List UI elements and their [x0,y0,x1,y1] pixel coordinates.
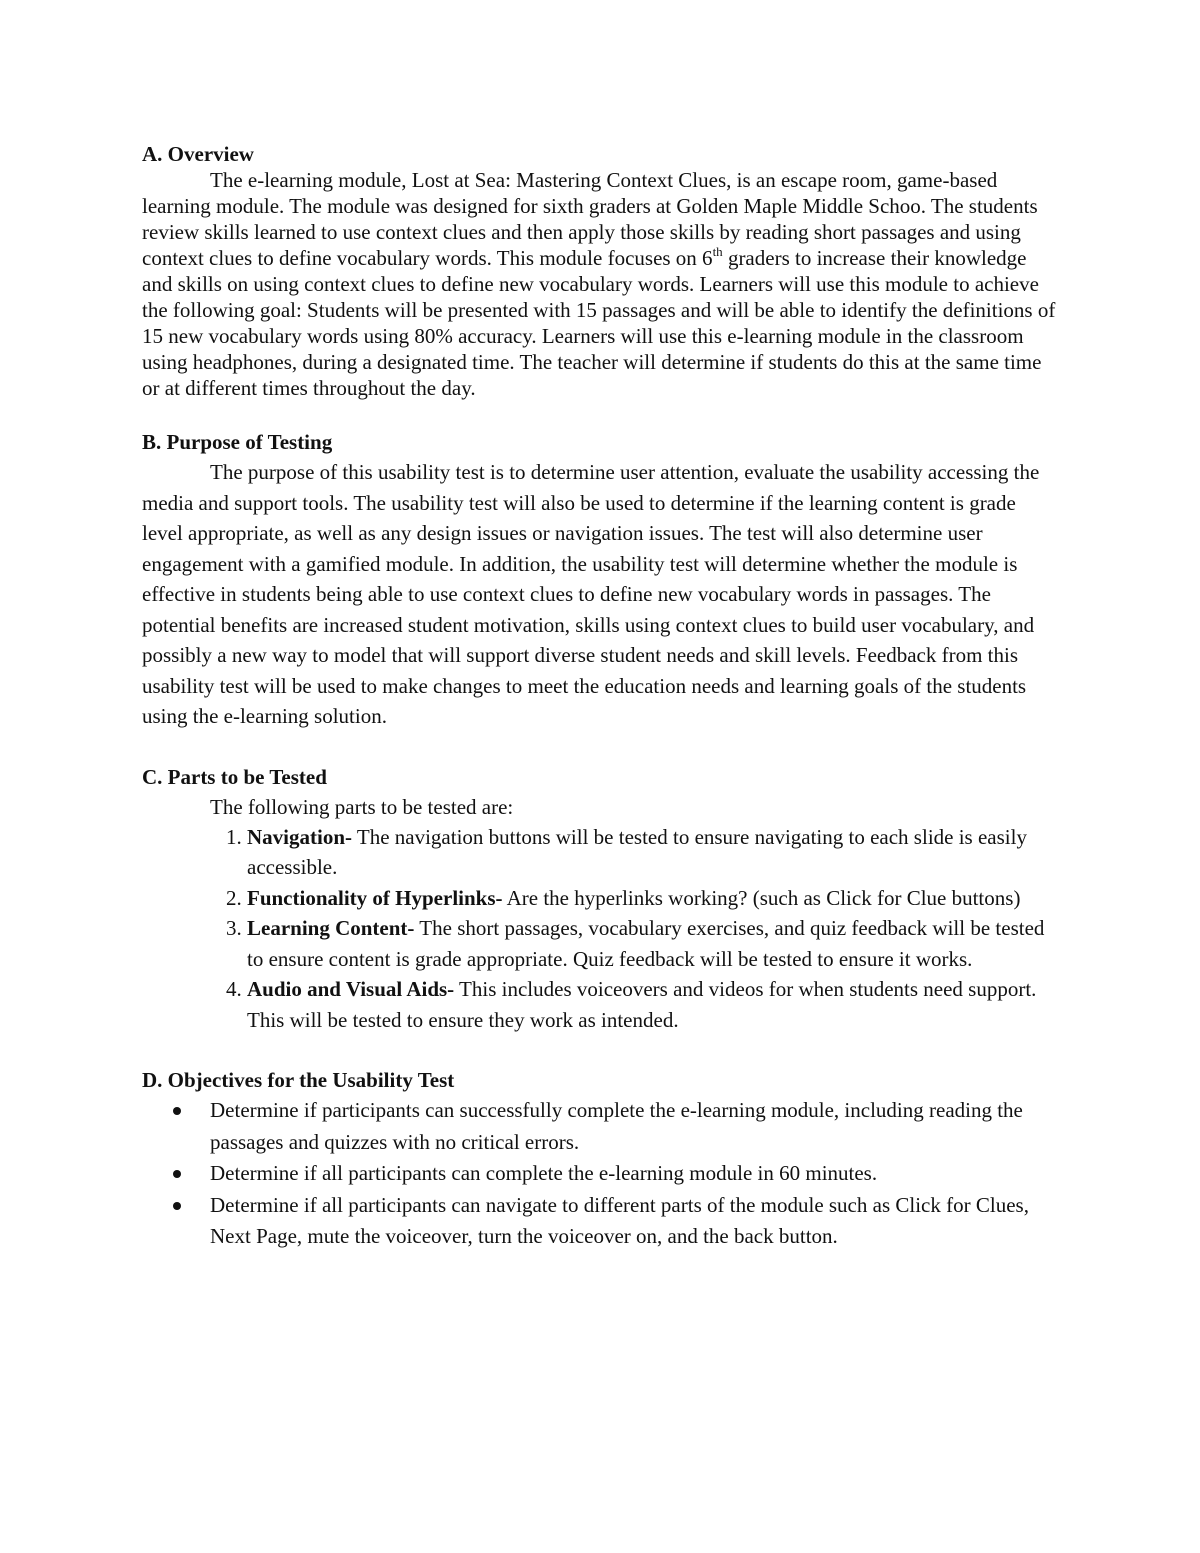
objective-text: Determine if all participants can complete the e-learning module in 60 minutes. [210,1161,878,1185]
ordinal-superscript: th [712,244,723,259]
objective-text: Determine if all participants can navigate to different parts of the module such as Click for Clues, Next Page, mute the voiceover, turn the voiceover on, and the back button. [210,1192,1029,1248]
parts-list-item [247,974,1057,1035]
objectives-list [142,1095,1057,1253]
section-parts [142,762,1057,1036]
objective-text: Determine if participants can successfully complete the e-learning module, including reading the passages and quizzes with no critical errors. [210,1098,1023,1154]
parts-list [142,822,1057,1036]
section-objectives [142,1065,1057,1253]
section-overview [142,141,1057,401]
parts-intro: The following parts to be tested are: [210,794,514,819]
section-heading-parts: C. Parts to be Tested [142,764,327,789]
objectives-list-item [210,1095,1057,1158]
parts-list-item [247,883,1057,914]
parts-item-text: The navigation buttons will be tested to ensure navigating to each slide is easily accessible. [247,824,1027,879]
objectives-list-item [210,1190,1057,1253]
parts-item-term: Audio and Visual Aids- [247,977,455,1001]
parts-item-term: Navigation- [247,824,352,849]
purpose-paragraph: The purpose of this usability test is to determine user attention, evaluate the usability accessing the media and support tools. The usability test will also be used to determine if the learning content is grade level appropriate, as well as any design issues or navigation issues. The test will also determine user engagement with a gamified module. In addition, the usability test will determine whether the module is effective in students being able to use context clues to define new vocabulary words in passages. The potential benefits are increased student motivation, skills using context clues to build user vocabulary, and possibly a new way to model that will support diverse student needs and skill levels. Feedback from this usability test will be used to make changes to meet the education needs and learning goals of the students using the e-learning solution. [142,460,1040,728]
objectives-list-item [210,1158,1057,1190]
section-heading-objectives: D. Objectives for the Usability Test [142,1068,455,1092]
section-purpose [142,427,1057,732]
parts-list-item [247,822,1057,883]
overview-text-part-2: graders to increase their knowledge and skills on using context clues to define new vocabulary words. Learners will use this module to achieve the following goal: Students will be presented with 15 passages and will be able to identify the definitions of 15 new vocabulary words using 80% accuracy. Learners will use this e-learning module in the classroom using headphones, during a designated time. The teacher will determine if students do this at the same time or at different times throughout the day. [142,246,1056,400]
parts-list-item [247,913,1057,974]
parts-item-text: Are the hyperlinks working? (such as Click for Clue buttons) [502,885,1021,910]
parts-item-text: The short passages, vocabulary exercises, and quiz feedback will be tested to ensure content is grade appropriate. Quiz feedback will be tested to ensure it works. [247,916,1045,971]
document-page [142,141,1057,1253]
parts-item-term: Functionality of Hyperlinks- [247,885,503,910]
bullet-icon [173,1107,181,1115]
bullet-icon [173,1170,181,1178]
section-heading-purpose: B. Purpose of Testing [142,430,333,454]
section-heading-overview: A. Overview [142,142,254,166]
bullet-icon [173,1202,181,1210]
parts-item-term: Learning Content- [247,916,415,940]
overview-paragraph [142,167,1057,401]
overview-text-part-1: The e-learning module, Lost at Sea: Mastering Context Clues, is an escape room, game-based learning module. The module was designed for sixth graders at Golden Maple Middle Schoo. The students review skills learned to use context clues and then apply those skills by reading short passages and using context clues to define vocabulary words. This module focuses on 6 [142,168,1038,270]
parts-item-text: This includes voiceovers and videos for when students need support. This will be tested to ensure they work as intended. [247,977,1037,1032]
